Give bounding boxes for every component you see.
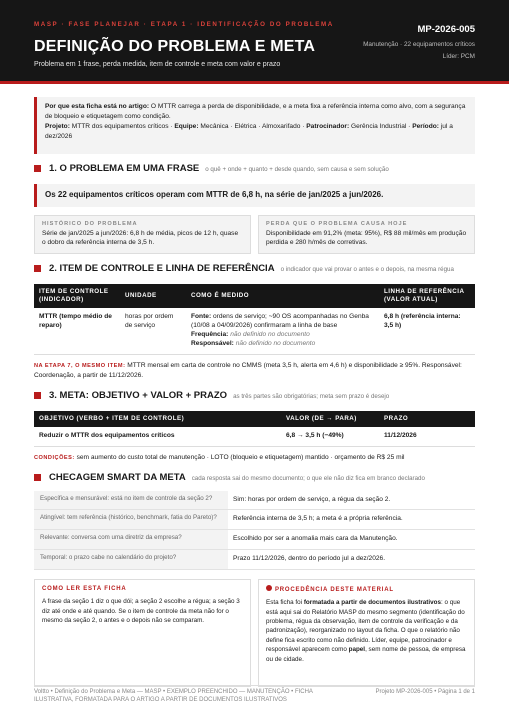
table-row xyxy=(34,427,475,446)
origin-text-emphasis: formatada a partir de documentos ilustrativos xyxy=(303,599,441,607)
section-title: 2. ITEM DE CONTROLE E LINHA DE REFERÊNCIA xyxy=(49,262,275,274)
page-footer xyxy=(34,685,475,704)
section-title: CHECAGEM SMART DA META xyxy=(49,471,186,483)
smart-question: Específica e mensurável: está no item de controle da seção 2? xyxy=(34,491,228,510)
source-label: Fonte: xyxy=(191,313,212,321)
sponsor-value: Gerência Industrial · xyxy=(349,122,413,130)
breadcrumb: MASP · FASE PLANEJAR · ETAPA 1 · IDENTIFICAÇÃO DO PROBLEMA xyxy=(34,21,334,28)
section-title: 3. META: OBJETIVO + VALOR + PRAZO xyxy=(49,389,228,401)
team-label: Equipe: xyxy=(174,122,199,130)
smart-question: Temporal: o prazo cabe no calendário do projeto? xyxy=(34,550,228,570)
note-text: O MTTR carrega a perda de disponibilidade, e a meta fixa a referência interna como alvo, com a segurança de bloqueio e etiquetagem como condição. xyxy=(45,103,466,120)
column-header: UNIDADE xyxy=(120,284,186,309)
page-header xyxy=(0,0,509,84)
column-header: PRAZO xyxy=(379,411,475,427)
loss-text: Disponibilidade em 91,2% (meta: 95%), R$ 88 mil/mês em produção perdida e 280 h/mês de corretivas. xyxy=(266,230,467,247)
history-label: HISTÓRICO DO PROBLEMA xyxy=(42,220,138,227)
section-hint: o quê + onde + quanto + desde quando, sem causa e sem solução xyxy=(205,166,389,173)
unit-cell: horas por ordem de serviço xyxy=(120,308,186,354)
section-hint: as três partes são obrigatórias; meta sem prazo é desejo xyxy=(233,392,390,400)
frequency-label: Frequência: xyxy=(191,331,229,339)
smart-answer: Prazo 11/12/2026, dentro do período jul a dez/2026. xyxy=(228,550,475,570)
section-marker xyxy=(34,165,41,172)
frequency-value: não definido no documento xyxy=(228,331,310,339)
smart-answer: Escolhido por ser a anomalia mais cara da Manutenção. xyxy=(228,530,475,550)
origin-text xyxy=(266,598,467,664)
table-row xyxy=(34,491,475,510)
conditions-label: CONDIÇÕES: xyxy=(34,454,75,461)
owner-value: não definido no documento xyxy=(233,340,316,348)
column-header: VALOR (DE → PARA) xyxy=(281,411,379,427)
owner-label: Responsável: xyxy=(191,340,234,348)
smart-answer: Sim: horas por ordem de serviço, a régua da seção 2. xyxy=(228,491,475,510)
objective-cell: Reduzir o MTTR dos equipamentos críticos xyxy=(34,427,281,446)
column-header: LINHA DE REFERÊNCIA (VALOR ATUAL) xyxy=(379,284,475,309)
value-cell: 6,8 → 3,5 h (−49%) xyxy=(281,427,379,446)
step7-text: MTTR mensal em carta de controle no CMMS (meta 3,5 h, alerta em 4,6 h) e disponibilidade ≥ 95%. Responsável: Coordenação, a partir de 11/12/2026. xyxy=(34,362,462,379)
project-code: MP-2026-005 xyxy=(417,24,475,35)
period-label: Período: xyxy=(412,122,439,130)
column-header: COMO É MEDIDO xyxy=(186,284,379,309)
conditions-note xyxy=(34,453,475,463)
section-hint: cada resposta sai do mesmo documento; o que ele não diz fica em branco declarado xyxy=(191,474,425,482)
loss-label: PERDA QUE O PROBLEMA CAUSA HOJE xyxy=(266,220,408,227)
history-box xyxy=(34,215,251,254)
origin-text-part: Esta ficha foi xyxy=(266,599,304,607)
origin-heading xyxy=(266,585,467,595)
smart-question: Relevante: conversa com uma diretriz da empresa? xyxy=(34,530,228,550)
alert-dot-icon xyxy=(266,585,272,591)
footer-right: Projeto MP-2026-005 • Página 1 de 1 xyxy=(375,689,475,695)
section-marker xyxy=(34,474,41,481)
scope-text: Manutenção · 22 equipamentos críticos xyxy=(363,40,475,48)
table-row xyxy=(34,510,475,530)
page-title: DEFINIÇÃO DO PROBLEMA E META xyxy=(34,38,316,55)
indicator-cell: MTTR (tempo médio de reparo) xyxy=(34,308,120,354)
project-meta xyxy=(363,24,475,62)
method-cell xyxy=(186,308,379,354)
table-row xyxy=(34,308,475,354)
smart-table xyxy=(34,491,475,571)
origin-text-part: : o que está aqui sai do Relatório MASP do mesmo segmento (identificação do problema, régua da observação, item de controle da verificação e da padronização), reorganizado no layout da ficha. O que o relatório não define fica escrito como não definido. Líder, equipe, patrocinador e responsável aparecem como xyxy=(266,599,465,654)
section-title: 1. O PROBLEMA EM UMA FRASE xyxy=(49,163,200,174)
source-value: ordens de serviço; ~90 OS acompanhadas no Genba (10/08 a 04/09/2026) confirmaram a linha de base xyxy=(191,313,369,330)
column-header: ITEM DE CONTROLE (INDICADOR) xyxy=(34,284,120,309)
origin-text-part: , sem nome de pessoa, de empresa ou de cidade. xyxy=(266,646,466,663)
problem-statement: Os 22 equipamentos críticos operam com MTTR de 6,8 h, na série de jan/2025 a jun/2026. xyxy=(34,184,475,207)
howto-box xyxy=(34,579,251,687)
footer-left: Voltto • Definição do Problema e Meta — MASP • EXEMPLO PREENCHIDO — MANUTENÇÃO • FICHA ILUSTRATIVA, FORMATADA PARA O ARTIGO A PARTIR DE DOCUMENTOS ILUSTRATIVOS xyxy=(34,689,313,704)
project-label: Projeto: xyxy=(45,122,70,130)
table-row xyxy=(34,530,475,550)
origin-box xyxy=(258,579,475,687)
howto-title: COMO LER ESTA FICHA xyxy=(42,586,127,593)
smart-answer: Referência interna de 3,5 h; a meta é a própria referência. xyxy=(228,510,475,530)
column-header: OBJETIVO (VERBO + ITEM DE CONTROLE) xyxy=(34,411,281,427)
goal-table xyxy=(34,411,475,447)
note-label: Por que esta ficha está no artigo: xyxy=(45,103,150,110)
control-item-table xyxy=(34,284,475,355)
step7-label: NA ETAPA 7, O MESMO ITEM: xyxy=(34,363,126,370)
section-2-heading xyxy=(34,263,475,276)
team-value: Mecânica · Elétrica · Almoxarifado · xyxy=(198,122,307,130)
leader-text: Líder: PCM xyxy=(442,53,475,61)
howto-text: A frase da seção 1 diz o que dói; a seção 2 escolhe a régua; a seção 3 diz até onde e até quando. Se o item de controle da meta não for o mesmo da seção 2, o antes e o depois não se comparam. xyxy=(42,598,240,625)
page-subtitle: Problema em 1 frase, perda medida, item de controle e meta com valor e prazo xyxy=(34,61,281,68)
section-4-heading xyxy=(34,472,475,485)
deadline-cell: 11/12/2026 xyxy=(379,427,475,446)
section-marker xyxy=(34,392,41,399)
intro-note xyxy=(34,97,475,154)
baseline-cell: 6,8 h (referência interna: 3,5 h) xyxy=(379,308,475,354)
loss-box xyxy=(258,215,475,254)
project-value: MTTR dos equipamentos críticos · xyxy=(69,122,175,130)
origin-text-emphasis: papel xyxy=(348,646,366,654)
period-value: jul a dez/2026 xyxy=(45,122,453,140)
history-text: Série de jan/2025 a jun/2026: 6,8 h de média, picos de 12 h, quase o dobro da referência interna de 3,5 h. xyxy=(42,230,239,247)
table-row xyxy=(34,550,475,570)
section-3-heading xyxy=(34,390,475,403)
section-marker xyxy=(34,265,41,272)
smart-question: Atingível: tem referência (histórico, benchmark, fatia do Pareto)? xyxy=(34,510,228,530)
conditions-text: sem aumento do custo total de manutenção · LOTO (bloqueio e etiquetagem) mantido · orçamento de R$ 25 mil xyxy=(74,453,405,461)
step7-note xyxy=(34,361,475,381)
section-hint: o indicador que vai provar o antes e o depois, na mesma régua xyxy=(280,265,454,273)
sponsor-label: Patrocinador: xyxy=(306,122,350,130)
origin-title: PROCEDÊNCIA DESTE MATERIAL xyxy=(275,587,394,594)
section-1-heading xyxy=(34,163,475,176)
